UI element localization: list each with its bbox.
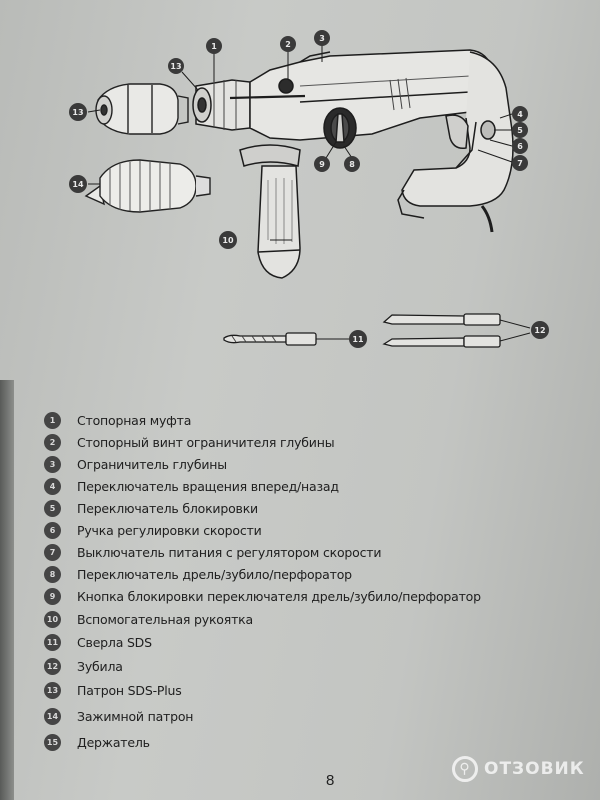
legend-label: Переключатель блокировки xyxy=(77,500,258,516)
svg-text:7: 7 xyxy=(517,159,523,168)
svg-text:5: 5 xyxy=(517,126,523,135)
callout-14 xyxy=(69,175,87,193)
legend-number-badge: 2 xyxy=(44,434,61,451)
legend-number-badge: 13 xyxy=(44,682,61,699)
legend-item xyxy=(44,454,227,474)
legend-number-badge: 11 xyxy=(44,634,61,651)
legend-item xyxy=(44,564,352,584)
watermark-text: ОТЗОВИК xyxy=(484,759,585,779)
svg-text:4: 4 xyxy=(517,110,523,119)
legend-label: Стопорный винт ограничителя глубины xyxy=(77,434,335,450)
svg-text:12: 12 xyxy=(534,326,546,335)
legend-item xyxy=(44,656,123,676)
legend-label: Кнопка блокировки переключателя дрель/зубило/перфоратор xyxy=(77,588,481,604)
legend-number-badge: 4 xyxy=(44,478,61,495)
legend-label: Стопорная муфта xyxy=(77,412,192,428)
svg-text:1: 1 xyxy=(211,42,217,51)
svg-text:13: 13 xyxy=(72,108,84,117)
magnifier-icon: ⚲ xyxy=(452,756,478,782)
legend-label: Выключатель питания с регулятором скорости xyxy=(77,544,382,560)
svg-text:14: 14 xyxy=(72,180,84,189)
callout-7 xyxy=(512,155,528,171)
callout-9 xyxy=(314,156,330,172)
legend-number-badge: 6 xyxy=(44,522,61,539)
callout-2 xyxy=(280,36,296,52)
sds-plus-chuck-illustration xyxy=(96,84,188,134)
callout-3 xyxy=(314,30,330,46)
legend-label: Зажимной патрон xyxy=(77,708,194,724)
legend-number-badge: 15 xyxy=(44,734,61,751)
legend-number-badge: 9 xyxy=(44,588,61,605)
callout-13-drill xyxy=(168,58,184,74)
legend-item xyxy=(44,680,182,700)
legend-item xyxy=(44,410,191,430)
legend-item xyxy=(44,609,253,629)
legend-label: Патрон SDS-Plus xyxy=(77,682,182,698)
legend-number-badge: 12 xyxy=(44,658,61,675)
svg-text:11: 11 xyxy=(352,335,364,344)
legend-number-badge: 7 xyxy=(44,544,61,561)
svg-text:2: 2 xyxy=(285,40,291,49)
svg-text:8: 8 xyxy=(349,160,355,169)
callout-4 xyxy=(512,106,528,122)
legend-item xyxy=(44,706,193,726)
callout-11 xyxy=(349,330,367,348)
legend-number-badge: 5 xyxy=(44,500,61,517)
callout-12 xyxy=(531,321,549,339)
legend-label: Вспомогательная рукоятка xyxy=(77,611,253,627)
chisels-illustration xyxy=(384,314,530,347)
sds-drill-bit-illustration xyxy=(224,333,342,345)
rotary-hammer-diagram xyxy=(0,0,600,390)
legend-number-badge: 10 xyxy=(44,611,61,628)
legend-number-badge: 8 xyxy=(44,566,61,583)
svg-text:10: 10 xyxy=(222,236,234,245)
svg-text:6: 6 xyxy=(517,142,523,151)
legend-label: Ограничитель глубины xyxy=(77,456,227,472)
legend-item xyxy=(44,498,258,518)
legend-label: Переключатель вращения вперед/назад xyxy=(77,478,339,494)
legend-item xyxy=(44,586,481,606)
legend-label: Ручка регулировки скорости xyxy=(77,522,262,538)
callout-1 xyxy=(206,38,222,54)
callout-8 xyxy=(344,156,360,172)
page-number: 8 xyxy=(326,772,335,789)
legend-item xyxy=(44,520,262,540)
callout-5 xyxy=(512,122,528,138)
legend-number-badge: 14 xyxy=(44,708,61,725)
legend-number-badge: 3 xyxy=(44,456,61,473)
callout-13-chuck xyxy=(69,103,87,121)
legend-item xyxy=(44,732,150,752)
legend-number-badge: 1 xyxy=(44,412,61,429)
svg-text:9: 9 xyxy=(319,160,325,169)
keyless-chuck-illustration xyxy=(86,160,210,212)
callout-6 xyxy=(512,138,528,154)
svg-text:3: 3 xyxy=(319,34,325,43)
legend-item xyxy=(44,632,152,652)
legend-label: Зубила xyxy=(77,658,123,674)
legend-label: Сверла SDS xyxy=(77,634,152,650)
svg-text:13: 13 xyxy=(170,62,182,71)
book-spine-shadow xyxy=(0,380,14,800)
legend-item xyxy=(44,476,339,496)
callout-10 xyxy=(219,231,237,249)
legend-item xyxy=(44,542,381,562)
legend-label: Держатель xyxy=(77,734,150,750)
legend-item xyxy=(44,432,334,452)
legend-label: Переключатель дрель/зубило/перфоратор xyxy=(77,566,352,582)
site-watermark xyxy=(452,756,585,782)
